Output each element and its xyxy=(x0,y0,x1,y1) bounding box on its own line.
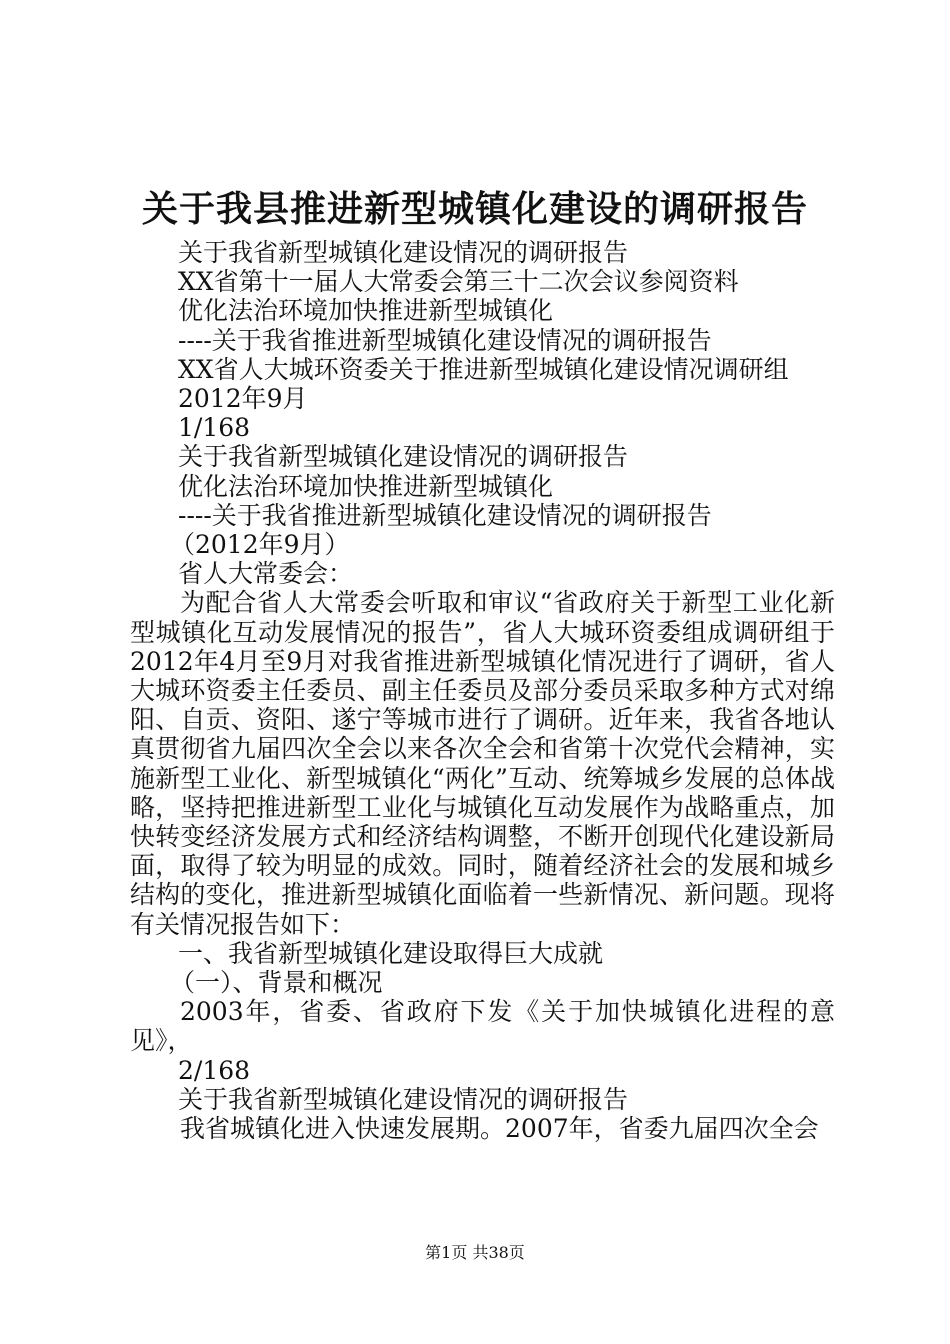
section-heading: 一、我省新型城镇化建设取得巨大成就 xyxy=(178,938,604,968)
text-line: （2012年9月） xyxy=(170,530,350,560)
paragraph: 2003年，省委、省政府下发《关于加快城镇化进程的意见》， xyxy=(130,997,835,1056)
running-title: 关于我省新型城镇化建设情况的调研报告 xyxy=(178,442,629,472)
paragraph: 为配合省人大常委会听取和审议“省政府关于新型工业化新型城镇化互动发展情况的报告”，省人大城环资委组成调研组于2012年4月至9月对我省推进新型城镇化情况进行了调研，省人大城环资委主任委员、副主任委员及部分委员采取多种方式对绵阳、自贡、资阳、遂宁等城市进行了调研。近年来，我省各地认真贯彻省九届四次全会以来各次全会和省第十次党代会精神，实施新型工业化、新型城镇化“两化”互动、统筹城乡发展的总体战略，坚持把推进新型工业化与城镇化互动发展作为战略重点，加快转变经济发展方式和经济结构调整，不断开创现代化建设新局面，取得了较为明显的成效。同时，随着经济社会的发展和城乡结构的变化，推进新型城镇化面临着一些新情况、新问题。现将有关情况报告如下： xyxy=(130,588,835,939)
text-line: XX省人大城环资委关于推进新型城镇化建设情况调研组 xyxy=(178,354,789,384)
page-marker: 2/168 xyxy=(178,1055,251,1085)
document-body xyxy=(130,238,835,1143)
text-line: ----关于我省推进新型城镇化建设情况的调研报告 xyxy=(178,325,712,355)
text-line: ----关于我省推进新型城镇化建设情况的调研报告 xyxy=(178,500,712,530)
text-line: 优化法治环境加快推进新型城镇化 xyxy=(178,296,554,326)
text-line: 优化法治环境加快推进新型城镇化 xyxy=(178,471,554,501)
salutation: 省人大常委会： xyxy=(178,559,354,589)
document-title: 关于我县推进新型城镇化建设的调研报告 xyxy=(141,188,808,230)
text-line: XX省第十一届人大常委会第三十二次会议参阅资料 xyxy=(178,267,739,297)
subsection-heading: （一）、背景和概况 xyxy=(170,968,383,998)
running-title: 关于我省新型城镇化建设情况的调研报告 xyxy=(178,1084,629,1114)
text-line: 我省城镇化进入快速发展期。2007年，省委九届四次全会 xyxy=(180,1114,819,1144)
text-line: 2012年9月 xyxy=(178,384,308,414)
page-footer: 第1页 共38页 xyxy=(425,1243,525,1262)
text-line: 关于我省新型城镇化建设情况的调研报告 xyxy=(178,238,629,267)
page-marker: 1/168 xyxy=(178,413,251,443)
